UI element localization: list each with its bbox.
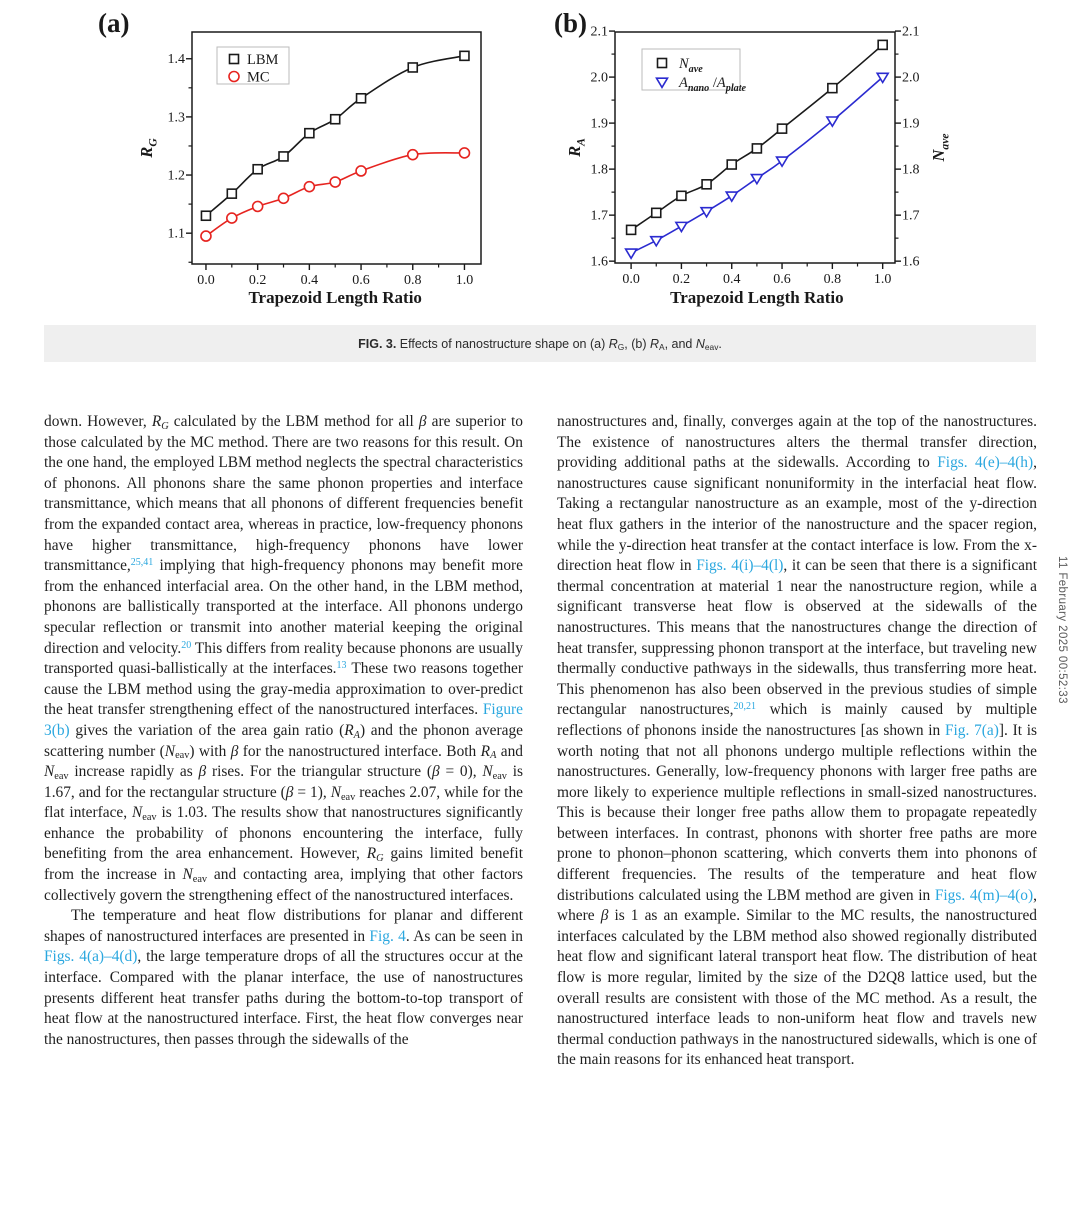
- svg-text:0.4: 0.4: [722, 272, 741, 287]
- text-segment: This differs from reality because phonons are usually transported quasi-ballistically at the interfaces.: [44, 639, 523, 678]
- figure-caption-text: [358, 337, 722, 351]
- paragraph: [44, 412, 523, 906]
- text-segment: gains limited benefit from the increase in: [44, 845, 523, 884]
- text-segment: N: [182, 866, 193, 884]
- text-segment: β: [285, 783, 294, 801]
- svg-text:1.4: 1.4: [167, 52, 185, 68]
- figure-3: [0, 0, 1080, 325]
- svg-text:Trapezoid Length Ratio: Trapezoid Length Ratio: [248, 288, 422, 307]
- svg-text:2.0: 2.0: [902, 70, 920, 86]
- reference-link[interactable]: Figs. 4(m)–4(o): [934, 886, 1034, 904]
- text-segment: The temperature and heat flow distributions for planar and different shapes of nanostructured interfaces are presented in: [44, 907, 523, 945]
- text-segment: N: [330, 783, 341, 801]
- chart-panel-b: [540, 0, 1080, 325]
- reference-link[interactable]: 20: [181, 639, 192, 651]
- text-segment: rises. For the triangular structure (: [206, 763, 432, 781]
- text-segment: β: [600, 907, 609, 925]
- text-segment: β: [431, 763, 440, 781]
- text-segment: , it can be seen that there is a significant thermal concentration at material 1 near the nanostructure region, while a significant transverse heat flow is observed at the sidewalls of the nanostructures. This means that the nanostructures change the direction of heat transfer, suppressing phonon transport at the interface, but traveling new thermally conductive pathways in the sidewalls, thus transferring more heat. This phenomenon has also been observed in the previous studies of simple rectangular nanostructures,: [557, 557, 1037, 719]
- text-segment: is 1 as an example. Similar to the MC results, the nanostructured interfaces calculated by the LBM method also showed regionally distributed heat flow and significant lateral transport heat flow. The distribution of heat flow is more regular, limited by the size of the D2Q8 lattice used, but the overall results are consistent with those of the MC method. As a result, the nanostructured interface leads to non-uniform heat flow and travels new thermal conduction pathways in the nanostructured sidewalls, which is one of the main reasons for its enhanced heat transport.: [557, 907, 1037, 1069]
- svg-text:1.7: 1.7: [590, 208, 608, 224]
- svg-text:Trapezoid Length Ratio: Trapezoid Length Ratio: [670, 288, 844, 307]
- reference-link[interactable]: 20,21: [733, 701, 756, 713]
- text-segment: eav: [340, 791, 356, 803]
- text-segment: eav: [54, 770, 69, 782]
- text-segment: β: [230, 742, 239, 760]
- text-segment: N: [132, 804, 143, 822]
- svg-text:2.1: 2.1: [902, 24, 920, 40]
- text-segment: nanostructures and, finally, converges again at the top of the nanostructures. The existence of nanostructures alters the thermal transfer direction, providing additional paths at the sidewalls. According to: [557, 413, 1037, 472]
- text-segment: for the nanostructured interface. Both: [238, 742, 481, 760]
- svg-text:1.6: 1.6: [590, 254, 608, 270]
- reference-link[interactable]: Figs. 4(a)–4(d): [44, 948, 138, 966]
- svg-text:LBM: LBM: [247, 52, 279, 68]
- text-segment: G: [617, 341, 625, 352]
- text-segment: increase rapidly as: [68, 763, 199, 781]
- text-segment: G: [161, 420, 169, 432]
- text-segment: down. However,: [44, 413, 152, 430]
- text-segment: , and: [664, 336, 696, 351]
- paragraph: [557, 412, 1037, 1071]
- svg-text:0.2: 0.2: [672, 272, 691, 287]
- text-segment: and: [496, 742, 523, 760]
- text-column-left: [44, 412, 523, 1050]
- text-segment: Effects of nanostructure shape on (a): [396, 336, 609, 351]
- svg-text:1.8: 1.8: [590, 162, 608, 178]
- text-segment: eav: [175, 750, 190, 762]
- svg-text:1.0: 1.0: [455, 273, 474, 288]
- text-segment: R: [344, 721, 354, 739]
- svg-text:0.0: 0.0: [197, 273, 215, 288]
- svg-text:MC: MC: [247, 69, 270, 86]
- reference-link[interactable]: 25,41: [130, 557, 154, 569]
- svg-text:0.6: 0.6: [352, 273, 370, 288]
- reference-link[interactable]: Figs. 4(i)–4(l): [696, 557, 784, 575]
- svg-text:Nave: $N_{ave}$: [929, 133, 952, 162]
- text-segment: ) and the phonon average scattering number (: [44, 721, 523, 760]
- reference-link[interactable]: Fig. 4: [369, 927, 406, 945]
- svg-text:1.6: 1.6: [902, 254, 920, 270]
- svg-text:0.2: 0.2: [248, 273, 267, 288]
- svg-text:1.1: 1.1: [167, 226, 185, 242]
- text-segment: R: [366, 845, 377, 863]
- svg-text:RA: $R_A$: [565, 138, 588, 157]
- reference-link[interactable]: 13: [336, 660, 347, 672]
- text-segment: eav: [492, 770, 507, 782]
- reference-link[interactable]: Figure 3(b): [44, 701, 523, 739]
- text-segment: R: [151, 413, 162, 430]
- text-segment: are superior to those calculated by the MC method. There are two reasons for this result. On the one hand, the employed LBM method neglects the spectral characteristics of phonons. All phonons share the same phonon properties and interface transmittance, which means that all phonons of different frequencies benefit from the expanded contact area, whereas in practice, low-frequency phonons have higher transmittance, high-frequency phonons have lower transmittance,: [44, 413, 523, 575]
- text-segment: .: [718, 336, 722, 351]
- reference-link[interactable]: Figs. 4(e)–4(h): [937, 454, 1034, 472]
- text-segment: is 1.67, and for the rectangular structure (: [44, 763, 523, 801]
- text-segment: = 1),: [293, 783, 331, 801]
- svg-text:0.8: 0.8: [823, 272, 842, 287]
- svg-text:0.6: 0.6: [773, 272, 791, 287]
- svg-text:2.1: 2.1: [590, 24, 608, 40]
- figure-caption-band: [44, 325, 1036, 362]
- svg-text:1.2: 1.2: [167, 168, 185, 184]
- text-segment: is 1.03. The results show that nanostructures significantly enhance the probability of phonons encountering the interface, fully benefiting from the area enhancement. However,: [44, 804, 523, 863]
- text-segment: N: [482, 763, 493, 781]
- axes: [168, 32, 482, 288]
- text-segment: implying that high-frequency phonons may benefit more from the enhanced interfacial area. On the other hand, in the LBM method, phonons are ballistically transported at the interface. All phonons undergo specular reflection or transmit into another material keeping the original direction and velocity.: [44, 557, 523, 657]
- svg-text:0.4: 0.4: [300, 273, 319, 288]
- text-segment: reaches 2.07, while for the flat interface,: [44, 783, 523, 822]
- download-timestamp: 11 February 2025 00:52:33: [1056, 556, 1068, 704]
- chart-legend: [217, 47, 289, 86]
- text-column-right: [557, 412, 1037, 1071]
- text-segment: , (b): [624, 336, 650, 351]
- text-segment: eav: [192, 873, 208, 885]
- svg-text:1.9: 1.9: [590, 116, 608, 132]
- chart-panel-a: [40, 0, 540, 325]
- text-segment: and contacting area, implying that other factors collectively govern the strengthening effect of the nanostructured interfaces.: [44, 866, 523, 904]
- axes: [591, 25, 920, 287]
- svg-text:(b): (b): [554, 8, 587, 38]
- svg-text:0.8: 0.8: [404, 273, 422, 288]
- svg-text:2.0: 2.0: [590, 70, 608, 86]
- text-segment: which is mainly caused by multiple reflections of phonons inside the nanostructures [as shown in: [557, 701, 1037, 739]
- reference-link[interactable]: Fig. 7(a): [944, 721, 999, 739]
- text-segment: N: [164, 742, 176, 760]
- text-segment: gives the variation of the area gain ratio (: [69, 721, 345, 739]
- text-segment: ) with: [189, 742, 231, 760]
- svg-text:RG: $R_G$: [137, 138, 160, 158]
- chart-legend: [642, 49, 747, 94]
- text-segment: N: [44, 763, 55, 781]
- svg-text:(a): (a): [98, 8, 130, 38]
- text-segment: , where: [557, 886, 1037, 925]
- text-segment: A: [490, 750, 497, 762]
- paragraph: [44, 906, 523, 1050]
- text-segment: calculated by the LBM method for all: [168, 413, 419, 430]
- svg-text:0.0: 0.0: [622, 272, 640, 287]
- svg-text:1.0: 1.0: [873, 272, 892, 287]
- text-segment: β: [418, 413, 427, 430]
- text-segment: R: [480, 742, 491, 760]
- text-segment: R: [608, 336, 618, 351]
- text-segment: These two reasons together cause the LBM method using the gray-media approximation to over-predict the heat transfer strengthening effect of the nanostructured interfaces.: [44, 660, 523, 719]
- text-segment: eav: [704, 341, 719, 352]
- text-segment: A: [353, 729, 360, 741]
- text-segment: R: [649, 336, 659, 351]
- svg-text:Nave: $N_{ave}$: [679, 56, 703, 75]
- text-segment: = 0),: [439, 763, 483, 781]
- text-segment: . As can be seen in: [405, 927, 524, 945]
- svg-text:1.9: 1.9: [902, 116, 920, 132]
- text-segment: N: [695, 336, 705, 351]
- svg-text:1.8: 1.8: [902, 162, 920, 178]
- svg-text:1.7: 1.7: [902, 208, 920, 224]
- text-segment: , nanostructures cause significant nonuniformity in the interfacial heat flow. Taking a rectangular nanostructure as an example, most of the y-direction heat flux gathers in the interior of the nanostructure and the spacer region, while the y-direction heat transfer at the contact interface is low. From the x-direction heat flow in: [557, 454, 1037, 575]
- text-segment: , the large temperature drops of all the structures occur at the interface. Compared with the planar interface, the use of nanostructures presents different heat transfer paths during the bottom-to-top transport of heat flow at the nanostructured interface. First, the heat flow converges near the nanostructures, then passes through the sidewalls of the: [44, 948, 523, 1048]
- text-segment: FIG. 3.: [358, 336, 397, 351]
- svg-text:1.3: 1.3: [167, 110, 185, 126]
- text-segment: ]. It is worth noting that not all phonons undergo multiple reflections within the nanostructures. Generally, low-frequency phonons with larger free paths are more likely to experience multiple reflections in small-sized nanostructures. This is because their longer free paths allow them to propagate repeatedly between interfaces. In contrast, phonons with shorter free paths are more prone to phonon–phonon scattering, which converts them into phonons of different frequencies. The results of the temperature and heat flow distributions calculated using the LBM method are given in: [557, 721, 1037, 904]
- text-segment: A: [659, 341, 665, 352]
- text-segment: β: [198, 763, 207, 781]
- svg-text:Anano /Aplate: $A_{nano}$ $/A_{plate}$: [679, 75, 747, 94]
- text-segment: G: [376, 853, 384, 865]
- text-segment: eav: [142, 812, 157, 824]
